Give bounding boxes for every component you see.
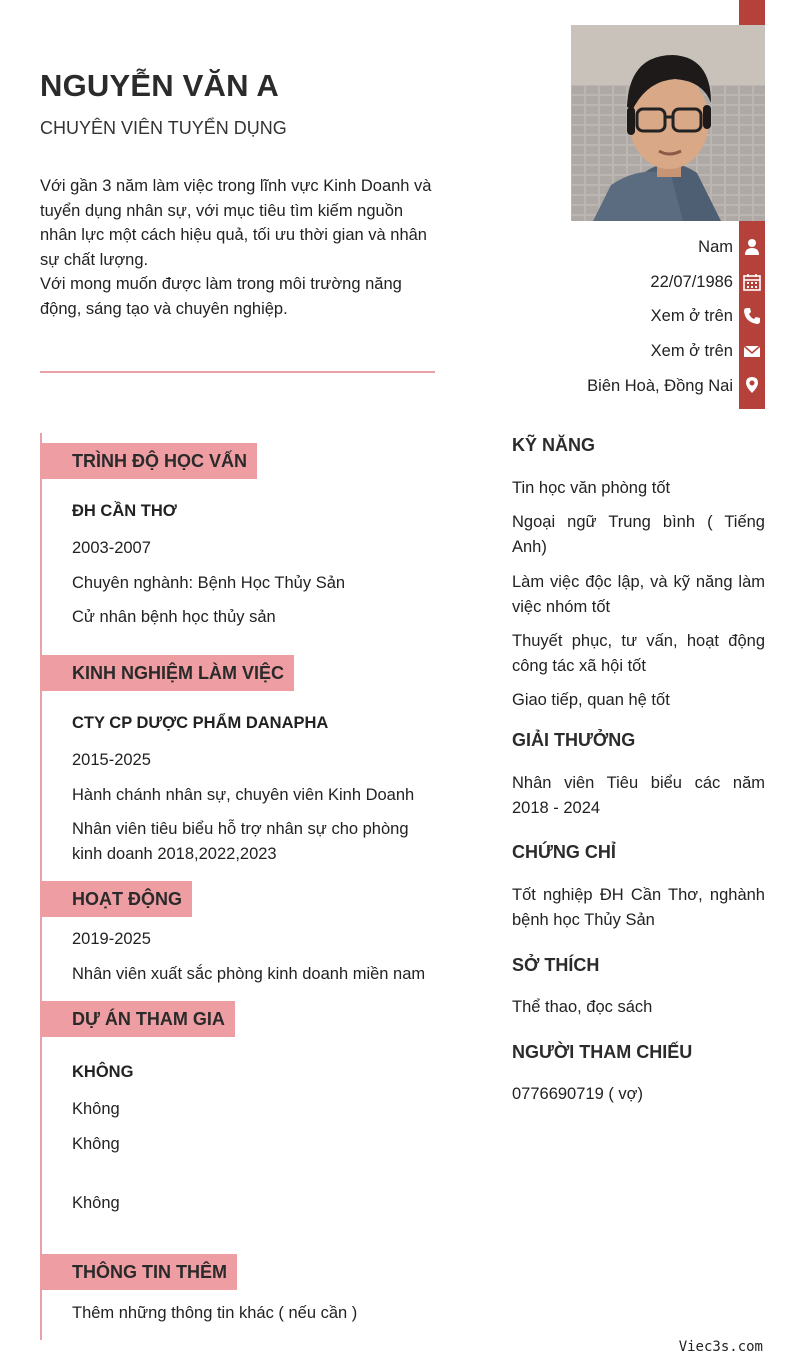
hobbies-detail: Thể thao, đọc sách (512, 998, 653, 1016)
phone-icon (742, 306, 762, 326)
header-divider (40, 371, 435, 373)
certificates-heading: CHỨNG CHỈ (512, 842, 616, 862)
skill-item: Tin học văn phòng tốt (512, 479, 671, 497)
references-heading: NGƯỜI THAM CHIẾU (512, 1042, 693, 1062)
certificates-detail: Tốt nghiệp ĐH Cần Thơ, nghành bệnh học Thủy Sản (512, 886, 765, 929)
career-summary (40, 174, 440, 322)
experience-role: Hành chánh nhân sự, chuyên viên Kinh Doanh (72, 786, 415, 804)
extra-info-detail: Thêm những thông tin khác ( nếu cần ) (72, 1304, 358, 1322)
experience-detail: Nhân viên tiêu biểu hỗ trợ nhân sự cho phòng kinh doanh 2018,2022,2023 (72, 820, 409, 863)
education-degree: Cử nhân bệnh học thủy sản (72, 608, 276, 626)
calendar-icon (742, 272, 762, 292)
skill-item: Giao tiếp, quan hệ tốt (512, 691, 670, 709)
experience-period: 2015-2025 (72, 751, 151, 769)
skill-item: Ngoại ngữ Trung bình ( Tiếng Anh) (512, 513, 765, 556)
extra-info-heading: THÔNG TIN THÊM (40, 1254, 237, 1290)
projects-line: Không (72, 1135, 120, 1153)
accent-bar-top (739, 0, 765, 25)
activities-heading: HOẠT ĐỘNG (40, 881, 192, 917)
hobbies-heading: SỞ THÍCH (512, 955, 600, 975)
candidate-job-title: CHUYÊN VIÊN TUYỂN DỤNG (40, 118, 287, 138)
profile-photo (571, 25, 765, 221)
contact-gender: Nam (698, 237, 733, 256)
summary-paragraph: Với mong muốn được làm trong môi trường năng động, sáng tạo và chuyên nghiệp. (40, 275, 402, 318)
activities-detail: Nhân viên xuất sắc phòng kinh doanh miền nam (72, 965, 426, 983)
contact-address: Biên Hoà, Đồng Nai (587, 376, 733, 395)
awards-heading: GIẢI THƯỞNG (512, 730, 636, 750)
activities-period: 2019-2025 (72, 930, 151, 948)
experience-company: CTY CP DƯỢC PHẨM DANAPHA (72, 714, 329, 732)
experience-heading: KINH NGHIỆM LÀM VIỆC (40, 655, 294, 691)
skill-item: Thuyết phục, tư vấn, hoạt động công tác xã hội tốt (512, 632, 765, 675)
summary-paragraph: Với gần 3 năm làm việc trong lĩnh vực Kinh Doanh và tuyển dụng nhân sự, với mục tiêu tìm kiếm nguồn nhân lực một cách hiệu quả, tối ưu thời gian và nhân sự chất lượng. (40, 177, 432, 269)
skills-heading: KỸ NĂNG (512, 435, 596, 455)
location-pin-icon (742, 375, 762, 395)
contact-birthdate: 22/07/1986 (650, 272, 733, 291)
education-heading: TRÌNH ĐỘ HỌC VẤN (40, 443, 257, 479)
contact-email: Xem ở trên (650, 341, 733, 360)
projects-heading: DỰ ÁN THAM GIA (40, 1001, 235, 1037)
footer-brand-watermark: Viec3s.com (678, 1339, 763, 1355)
education-major: Chuyên nghành: Bệnh Học Thủy Sản (72, 574, 346, 592)
awards-detail: Nhân viên Tiêu biểu các năm 2018 - 2024 (512, 774, 765, 817)
person-icon (742, 237, 762, 257)
projects-name: KHÔNG (72, 1063, 134, 1081)
candidate-name: NGUYỄN VĂN A (40, 68, 279, 103)
education-school: ĐH CẦN THƠ (72, 502, 177, 520)
references-detail: 0776690719 ( vợ) (512, 1085, 643, 1103)
envelope-icon (742, 341, 762, 361)
projects-line: Không (72, 1100, 120, 1118)
education-period: 2003-2007 (72, 539, 151, 557)
contact-phone: Xem ở trên (650, 306, 733, 325)
skill-item: Làm việc độc lập, và kỹ năng làm việc nhóm tốt (512, 573, 765, 616)
projects-line: Không (72, 1194, 120, 1212)
